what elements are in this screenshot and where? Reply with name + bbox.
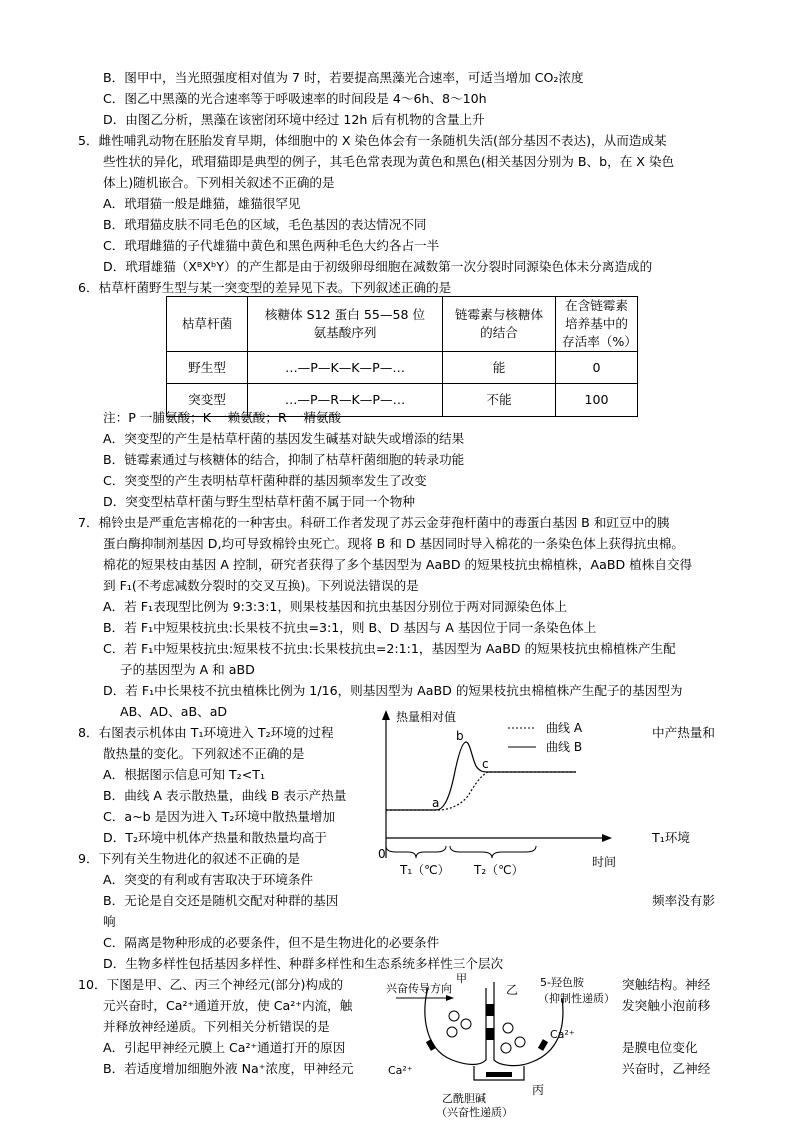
text-line: B．玳瑁猫皮肤不同毛色的区域，毛色基因的表达情况不同 (103, 217, 427, 232)
table-header-cell: 核糖体 S12 蛋白 55—58 位氨基酸序列 (248, 297, 443, 352)
text-line: 10．下图是甲、乙、丙三个神经元(部分)构成的 (78, 977, 344, 992)
text-line: 是膜电位变化 (622, 1040, 698, 1055)
table-cell: 突变型 (167, 384, 248, 417)
text-line: A．引起甲神经元膜上 Ca²⁺通道打开的原因 (103, 1040, 346, 1055)
text-line: 到 F₁(不考虑减数分裂时的交叉互换)。下列说法错误的是 (103, 578, 419, 593)
synaptic-vesicle (461, 1019, 471, 1029)
text-line: 7．棉铃虫是严重危害棉花的一种害虫。科研工作者发现了苏云金芽孢杆菌中的毒蛋白基因 B 和豇豆中的胰 (78, 515, 670, 530)
direction-arrow (446, 995, 454, 1001)
text-line: T₁环境 (652, 830, 690, 845)
text-line: 散热量的变化。下列叙述不正确的是 (103, 746, 305, 761)
t1-brace (386, 846, 446, 858)
table-cell: 不能 (443, 384, 556, 417)
text-line: D．生物多样性包括基因多样性、种群多样性和生态系统多样性三个层次 (103, 956, 504, 971)
table-cell: 能 (443, 352, 556, 384)
text-line: 些性状的异化，玳瑁猫即是典型的例子，其毛色常表现为黄色和黑色(相关基因分别为 B、b，在 X 染色 (103, 154, 675, 169)
serotonin-label: 5-羟色胺 (540, 976, 584, 989)
text-line: A．突变型的产生是枯草杆菌的基因发生碱基对缺失或增添的结果 (103, 431, 465, 446)
text-line: AB、AD、aB、aD (120, 704, 228, 719)
point-c-label: c (482, 757, 489, 771)
text-line: 棉花的短果枝由基因 A 控制，研究者获得了多个基因型为 AaBD 的短果枝抗虫棉植株，AaBD 植株自交得 (103, 557, 693, 572)
text-line: 突触结构。神经 (622, 977, 711, 992)
y-axis-arrow (382, 710, 390, 720)
legend-b-label: 曲线 B (546, 740, 583, 754)
point-b-label: b (456, 729, 464, 743)
text-line: 响 (103, 914, 116, 929)
heat-curve-figure (376, 706, 626, 878)
text-line: C．玳瑁雌猫的子代雄猫中黄色和黑色两种毛色大约各占一半 (103, 238, 440, 253)
synapse-figure (382, 968, 622, 1120)
text-line: D．若 F₁中长果枝不抗虫植株比例为 1/16，则基因型为 AaBD 的短果枝抗虫棉植株产生配子的基因型为 (103, 683, 683, 698)
table-cell: …—P—R—K—P—… (248, 384, 443, 417)
text-line: D．突变型枯草杆菌与野生型枯草杆菌不属于同一个物种 (103, 494, 415, 509)
t2-brace (450, 846, 536, 858)
acetylcholine-label: 乙酰胆碱 (442, 1092, 486, 1105)
curve-a (386, 772, 576, 810)
text-line: C．突变型的产生表明枯草杆菌种群的基因频率发生了改变 (103, 473, 427, 488)
point-a-label: a (432, 796, 440, 810)
text-line: 5．雌性哺乳动物在胚胎发育早期，体细胞中的 X 染色体会有一条随机失活(部分基因不表达)，从而造成某 (78, 133, 667, 148)
text-line: 元兴奋时，Ca²⁺通道开放，使 Ca²⁺内流，触 (103, 998, 353, 1013)
text-line: B．曲线 A 表示散热量，曲线 B 表示产热量 (103, 788, 347, 803)
neuron-jia-label: 甲 (456, 972, 467, 985)
calcium-label-right: Ca²⁺ (550, 1028, 575, 1041)
calcium-label-left: Ca²⁺ (388, 1064, 413, 1077)
table-cell: …—P—K—K—P—… (248, 352, 443, 384)
serotonin-note: （抑制性递质） (538, 992, 615, 1005)
text-line: B．图甲中，当光照强度相对值为 7 时，若要提高黑藻光合速率，可适当增加 CO₂浓度 (103, 70, 584, 85)
t1-label: T₁（℃） (400, 863, 450, 877)
t2-label: T₂（℃） (474, 863, 524, 877)
text-line: A．根据图示信息可知 T₂<T₁ (103, 767, 265, 782)
table-cell: 100 (556, 384, 638, 417)
acetylcholine-note: （兴奋性递质） (436, 1106, 513, 1119)
table-cell: 0 (556, 352, 638, 384)
text-line: 体上)随机嵌合。下列相关叙述不正确的是 (103, 175, 335, 190)
text-line: 兴奋时，乙神经 (622, 1061, 711, 1076)
text-line: D．玳瑁雄猫（XᴮXᵇY）的产生都是由于初级卵母细胞在减数第一次分裂时同源染色体未分离造成的 (103, 259, 653, 274)
table-header-cell: 枯草杆菌 (167, 297, 248, 352)
receptor-block (486, 1028, 494, 1040)
text-line: 并释放神经递质。下列相关分析错误的是 (103, 1019, 330, 1034)
text-line: D．T₂环境中机体产热量和散热量均高于 (103, 830, 327, 845)
text-line: A．玳瑁猫一般是雌猫，雄猫很罕见 (103, 196, 301, 211)
x-axis-arrow (602, 834, 612, 842)
neuron-bing-label: 丙 (532, 1083, 545, 1097)
table-header-cell: 在含链霉素培养基中的存活率（%） (556, 297, 638, 352)
neuron-yi-label: 乙 (506, 983, 519, 997)
receptor-block (486, 1072, 512, 1077)
text-line: 8．右图表示机体由 T₁环境进入 T₂环境的过程 (78, 725, 334, 740)
text-line: 注：P 一脯氨酸；K 一赖氨酸；R 一精氨酸 (103, 410, 342, 425)
calcium-channel-left (426, 1039, 436, 1051)
text-line: A．若 F₁表现型比例为 9:3:3:1，则果枝基因和抗虫基因分别位于两对同源染色体上 (103, 599, 568, 614)
text-line: 6．枯草杆菌野生型与某一突变型的差异见下表。下列叙述正确的是 (78, 280, 452, 295)
synaptic-vesicle (515, 1037, 525, 1047)
text-line: D．由图乙分析，黑藻在该密闭环境中经过 12h 后有机物的含量上升 (103, 112, 485, 127)
text-line: 蛋白酶抑制剂基因 D,均可导致棉铃虫死亡。现将 B 和 D 基因同时导入棉花的一条染色体上获得抗虫棉。 (103, 536, 684, 551)
legend-a-label: 曲线 A (546, 721, 583, 735)
question-6-table (166, 296, 638, 417)
receptor-block (486, 1004, 494, 1016)
text-line: 中产热量和 (652, 725, 715, 740)
origin-label: 0 (378, 847, 386, 861)
x-axis-label: 时间 (592, 855, 617, 869)
table-cell: 野生型 (167, 352, 248, 384)
table-header-cell: 链霉素与核糖体的结合 (443, 297, 556, 352)
synaptic-vesicle (503, 1023, 513, 1033)
synaptic-vesicle (501, 1043, 511, 1053)
text-line: 频率没有影 (652, 893, 715, 908)
text-line: C．a~b 是因为进入 T₂环境中散热量增加 (103, 809, 336, 824)
text-line: 9．下列有关生物进化的叙述不正确的是 (78, 851, 301, 866)
text-line: 发突触小泡前移 (622, 998, 711, 1013)
text-line: B．若适度增加细胞外液 Na⁺浓度，甲神经元 (103, 1061, 354, 1076)
text-line: A．突变的有利或有害取决于环境条件 (103, 872, 314, 887)
synaptic-vesicle (449, 1011, 459, 1021)
excitation-direction-label: 兴奋传导方向 (386, 982, 452, 995)
text-line: 子的基因型为 A 和 aBD (120, 662, 255, 677)
synaptic-vesicle (447, 1027, 457, 1037)
neuron-jia-outline (425, 988, 486, 1065)
text-line: B．若 F₁中短果枝抗虫:长果枝不抗虫=3:1，则 B、D 基因与 A 基因位于同一条染色体上 (103, 620, 597, 635)
calcium-channel-right (538, 1039, 548, 1051)
text-line: B．链霉素通过与核糖体的结合，抑制了枯草杆菌细胞的转录功能 (103, 452, 465, 467)
text-line: C．图乙中黑藻的光合速率等于呼吸速率的时间段是 4～6h、8～10h (103, 91, 487, 106)
y-axis-label: 热量相对值 (396, 710, 457, 724)
text-line: C．若 F₁中短果枝抗虫:短果枝不抗虫:长果枝抗虫=2:1:1，基因型为 AaBD 的短果枝抗虫棉植株产生配 (103, 641, 676, 656)
text-line: B．无论是自交还是随机交配对种群的基因 (103, 893, 339, 908)
text-line: C．隔离是物种形成的必要条件，但不是生物进化的必要条件 (103, 935, 440, 950)
